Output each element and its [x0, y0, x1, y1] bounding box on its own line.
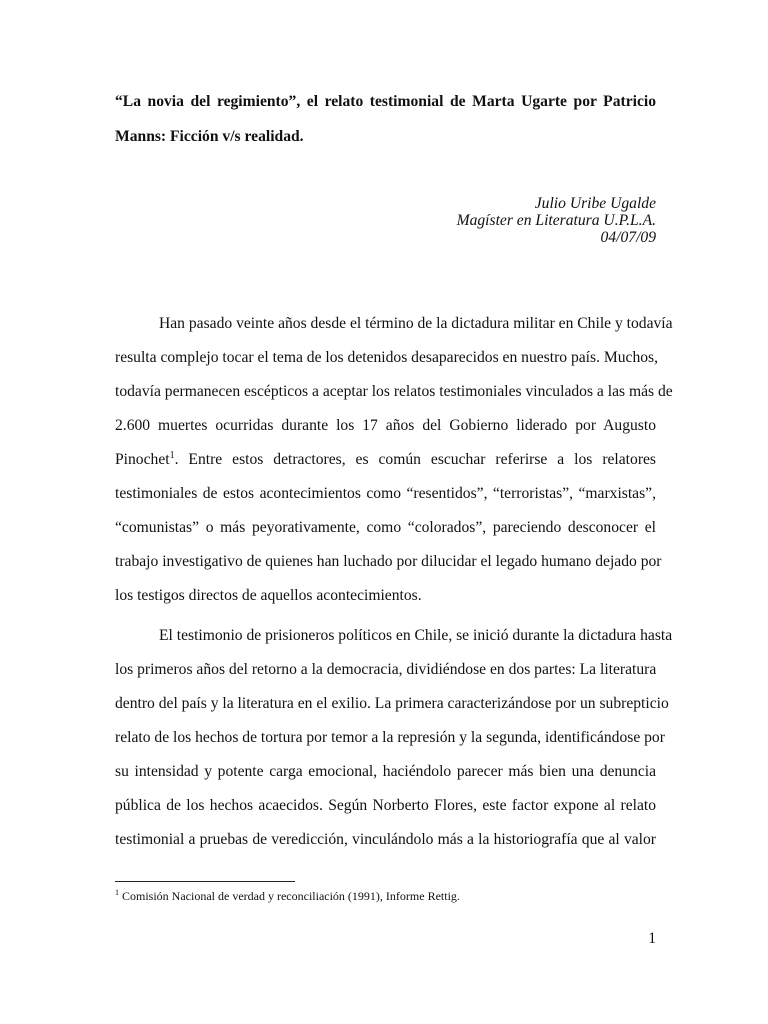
footnote — [115, 889, 460, 904]
paragraph-line: 2.600 muertes ocurridas durante los 17 años del Gobierno liderado por Augusto — [115, 417, 656, 434]
title-line-2: Manns: Ficción v/s realidad. — [115, 128, 304, 145]
page-number: 1 — [648, 930, 656, 947]
author-degree: Magíster en Literatura U.P.L.A. — [456, 212, 656, 229]
paragraph-line: dentro del país y la literatura en el exilio. La primera caracterizándose por un subrepticio — [115, 695, 669, 712]
title-line-1: “La novia del regimiento”, el relato testimonial de Marta Ugarte por Patricio — [115, 93, 656, 110]
author-name: Julio Uribe Ugalde — [534, 195, 656, 212]
paragraph-line: los primeros años del retorno a la democracia, dividiéndose en dos partes: La literatura — [115, 661, 657, 678]
paragraph-line: “comunistas” o más peyorativamente, como “colorados”, pareciendo desconocer el — [115, 519, 656, 536]
paragraph-text: Pinochet — [115, 451, 170, 468]
paragraph-line: resulta complejo tocar el tema de los detenidos desaparecidos en nuestro país. Muchos, — [115, 349, 659, 366]
paragraph-line: testimoniales de estos acontecimientos como “resentidos”, “terroristas”, “marxistas”, — [115, 485, 656, 502]
paragraph-line: relato de los hechos de tortura por temor a la represión y la segunda, identificándose por — [115, 729, 665, 746]
paragraph-line: su intensidad y potente carga emocional, haciéndolo parecer más bien una denuncia — [115, 763, 656, 780]
footnote-text: Comisión Nacional de verdad y reconciliación (1991), Informe Rettig. — [119, 889, 460, 903]
document-date: 04/07/09 — [600, 229, 656, 246]
paragraph-line — [115, 450, 656, 470]
paragraph-line: El testimonio de prisioneros políticos en Chile, se inició durante la dictadura hasta — [159, 627, 673, 644]
paragraph-line: pública de los hechos acaecidos. Según Norberto Flores, este factor expone al relato — [115, 797, 656, 814]
paragraph-line: Han pasado veinte años desde el término de la dictadura militar en Chile y todavía — [159, 315, 673, 332]
paragraph-line: trabajo investigativo de quienes han luchado por dilucidar el legado humano dejado por — [115, 553, 662, 570]
author-block — [457, 195, 656, 246]
paragraph-line: los testigos directos de aquellos acontecimientos. — [115, 587, 422, 604]
footnote-divider — [115, 881, 295, 882]
paragraph-line: todavía permanecen escépticos a aceptar los relatos testimoniales vinculados a las más de — [115, 383, 673, 400]
footnote-reference[interactable]: 1 — [169, 449, 175, 461]
paragraph-text: . Entre estos detractores, es común escuchar referirse a los relatores — [174, 451, 656, 468]
paragraph-line: testimonial a pruebas de veredicción, vinculándolo más a la historiografía que al valor — [115, 831, 656, 848]
footnote-number: 1 — [115, 888, 119, 897]
